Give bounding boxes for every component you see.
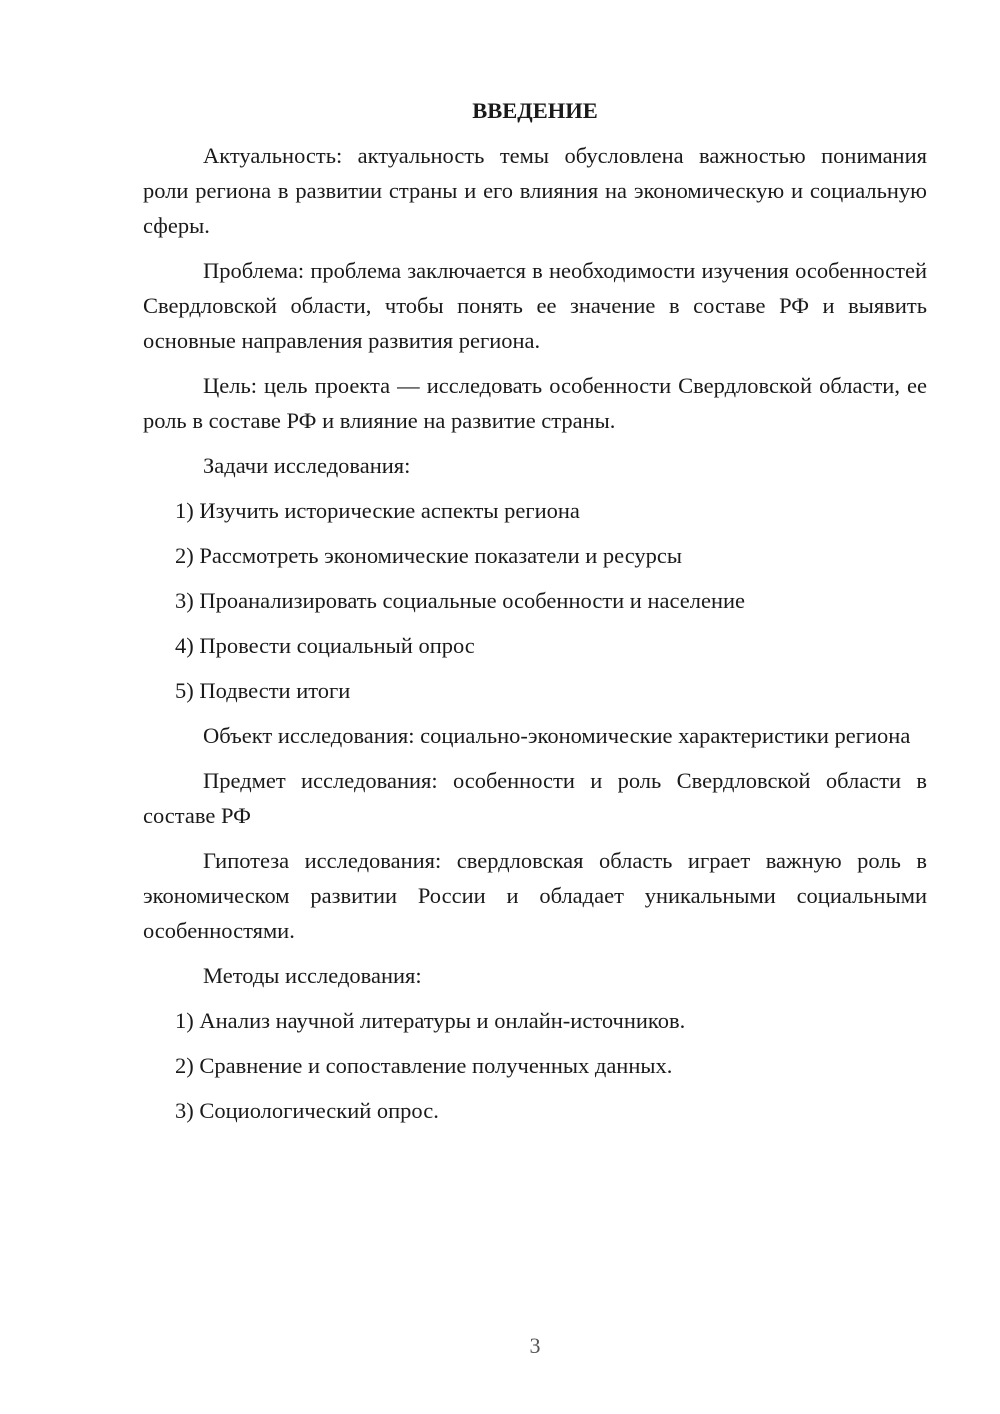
hypothesis-paragraph: Гипотеза исследования: свердловская область играет важную роль в экономическом развитии России и обладает уникальными социальными особенностями. bbox=[143, 848, 927, 943]
subject-paragraph: Предмет исследования: особенности и роль Свердловской области в составе РФ bbox=[143, 768, 927, 828]
goal-paragraph: Цель: цель проекта — исследовать особенности Свердловской области, ее роль в составе РФ и влияние на развитие страны. bbox=[143, 373, 927, 433]
tasks-heading: Задачи исследования: bbox=[203, 453, 411, 478]
list-item: 2) Рассмотреть экономические показатели и ресурсы bbox=[175, 543, 682, 568]
page-number: 3 bbox=[529, 1333, 541, 1358]
list-item: 3) Социологический опрос. bbox=[175, 1098, 439, 1123]
list-item: 1) Изучить исторические аспекты региона bbox=[175, 498, 580, 523]
page-content bbox=[143, 93, 927, 1138]
list-item: 2) Сравнение и сопоставление полученных данных. bbox=[175, 1053, 673, 1078]
methods-list bbox=[143, 1003, 927, 1128]
list-item: 3) Проанализировать социальные особенности и население bbox=[175, 588, 746, 613]
relevance-paragraph: Актуальность: актуальность темы обусловлена важностью понимания роли региона в развитии страны и его влияния на экономическую и социальную сферы. bbox=[143, 143, 927, 238]
problem-paragraph: Проблема: проблема заключается в необходимости изучения особенностей Свердловской области, чтобы понять ее значение в составе РФ и выявить основные направления развития региона. bbox=[143, 258, 927, 353]
tasks-list bbox=[143, 493, 927, 708]
methods-heading: Методы исследования: bbox=[203, 963, 422, 988]
list-item: 1) Анализ научной литературы и онлайн-источников. bbox=[175, 1008, 686, 1033]
list-item: 5) Подвести итоги bbox=[175, 678, 351, 703]
object-paragraph: Объект исследования: социально-экономические характеристики региона bbox=[203, 723, 911, 748]
section-title: ВВЕДЕНИЕ bbox=[472, 98, 598, 123]
list-item: 4) Провести социальный опрос bbox=[175, 633, 475, 658]
